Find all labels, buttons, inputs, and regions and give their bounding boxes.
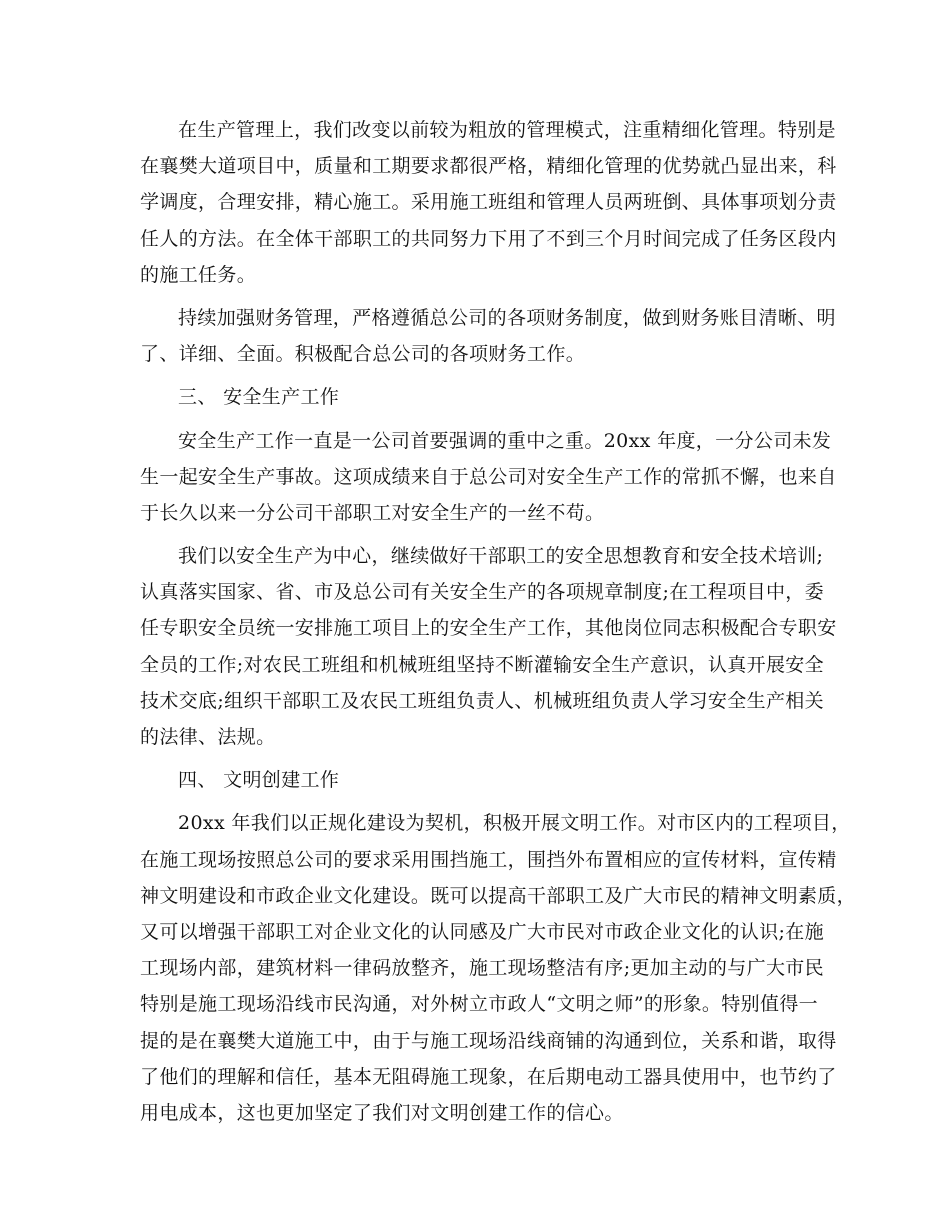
paragraph-line: 提的是在襄樊大道施工中，由于与施工现场沿线商铺的沟通到位，关系和谐，取得 (140, 1029, 837, 1052)
paragraph-line: 技术交底;组织干部职工及农民工班组负责人、机械班组负责人学习安全生产相关 (140, 689, 825, 712)
paragraph-line: 用电成本，这也更加坚定了我们对文明创建工作的信心。 (140, 1101, 624, 1124)
paragraph-line: 神文明建设和市政企业文化建设。既可以提高干部职工及广大市民的精神文明素质， (140, 884, 856, 907)
paragraph-line: 持续加强财务管理，严格遵循总公司的各项财务制度，做到财务账目清晰、明 (178, 306, 836, 329)
paragraph-line: 认真落实国家、省、市及总公司有关安全生产的各项规章制度;在工程项目中，委 (140, 581, 825, 604)
paragraph-line: 任专职安全员统一安排施工项目上的安全生产工作，其他岗位同志积极配合专职安 (140, 617, 837, 640)
paragraph-line: 我们以安全生产为中心，继续做好干部职工的安全思想教育和安全技术培训; (178, 545, 824, 568)
paragraph-line: 生一起安全生产事故。这项成绩来自于总公司对安全生产工作的常抓不懈，也来自 (140, 465, 837, 488)
paragraph-line: 20xx 年我们以正规化建设为契机，积极开展文明工作。对市区内的工程项目， (178, 812, 851, 835)
paragraph-line: 任人的方法。在全体干部职工的共同努力下用了不到三个月时间完成了任务区段内 (140, 227, 837, 250)
section-heading: 四、 文明创建工作 (178, 769, 340, 792)
paragraph-line: 学调度，合理安排，精心施工。采用施工班组和管理人员两班倒、具体事项划分责 (140, 191, 837, 214)
paragraph-line: 的施工任务。 (140, 263, 257, 286)
paragraph-line: 在襄樊大道项目中，质量和工期要求都很严格，精细化管理的优势就凸显出来，科 (140, 155, 837, 178)
paragraph-line: 的法律、法规。 (140, 726, 276, 748)
document-body (140, 112, 856, 1131)
section-heading: 三、 安全生产工作 (178, 386, 340, 409)
paragraph-line: 于长久以来一分公司干部职工对安全生产的一丝不苟。 (140, 501, 605, 524)
paragraph-line: 特别是施工现场沿线市民沟通，对外树立市政人“文明之师”的形象。特别值得一 (140, 993, 819, 1016)
paragraph-line: 了、详细、全面。积极配合总公司的各项财务工作。 (140, 343, 586, 366)
paragraph-line: 又可以增强干部职工对企业文化的认同感及广大市民对市政企业文化的认识;在施 (140, 920, 825, 943)
paragraph-line: 安全生产工作一直是一公司首要强调的重中之重。20xx 年度，一分公司未发 (178, 429, 832, 452)
paragraph-line: 了他们的理解和信任，基本无阻碍施工现象，在后期电动工器具使用中，也节约了 (140, 1065, 837, 1088)
paragraph-line: 在生产管理上，我们改变以前较为粗放的管理模式，注重精细化管理。特别是 (178, 119, 836, 141)
paragraph-line: 全员的工作;对农民工班组和机械班组坚持不断灌输安全生产意识，认真开展安全 (140, 653, 825, 676)
paragraph-line: 工现场内部，建筑材料一律码放整齐，施工现场整洁有序;更加主动的与广大市民 (140, 957, 825, 980)
paragraph-line: 在施工现场按照总公司的要求采用围挡施工，围挡外布置相应的宣传材料，宣传精 (140, 848, 837, 871)
